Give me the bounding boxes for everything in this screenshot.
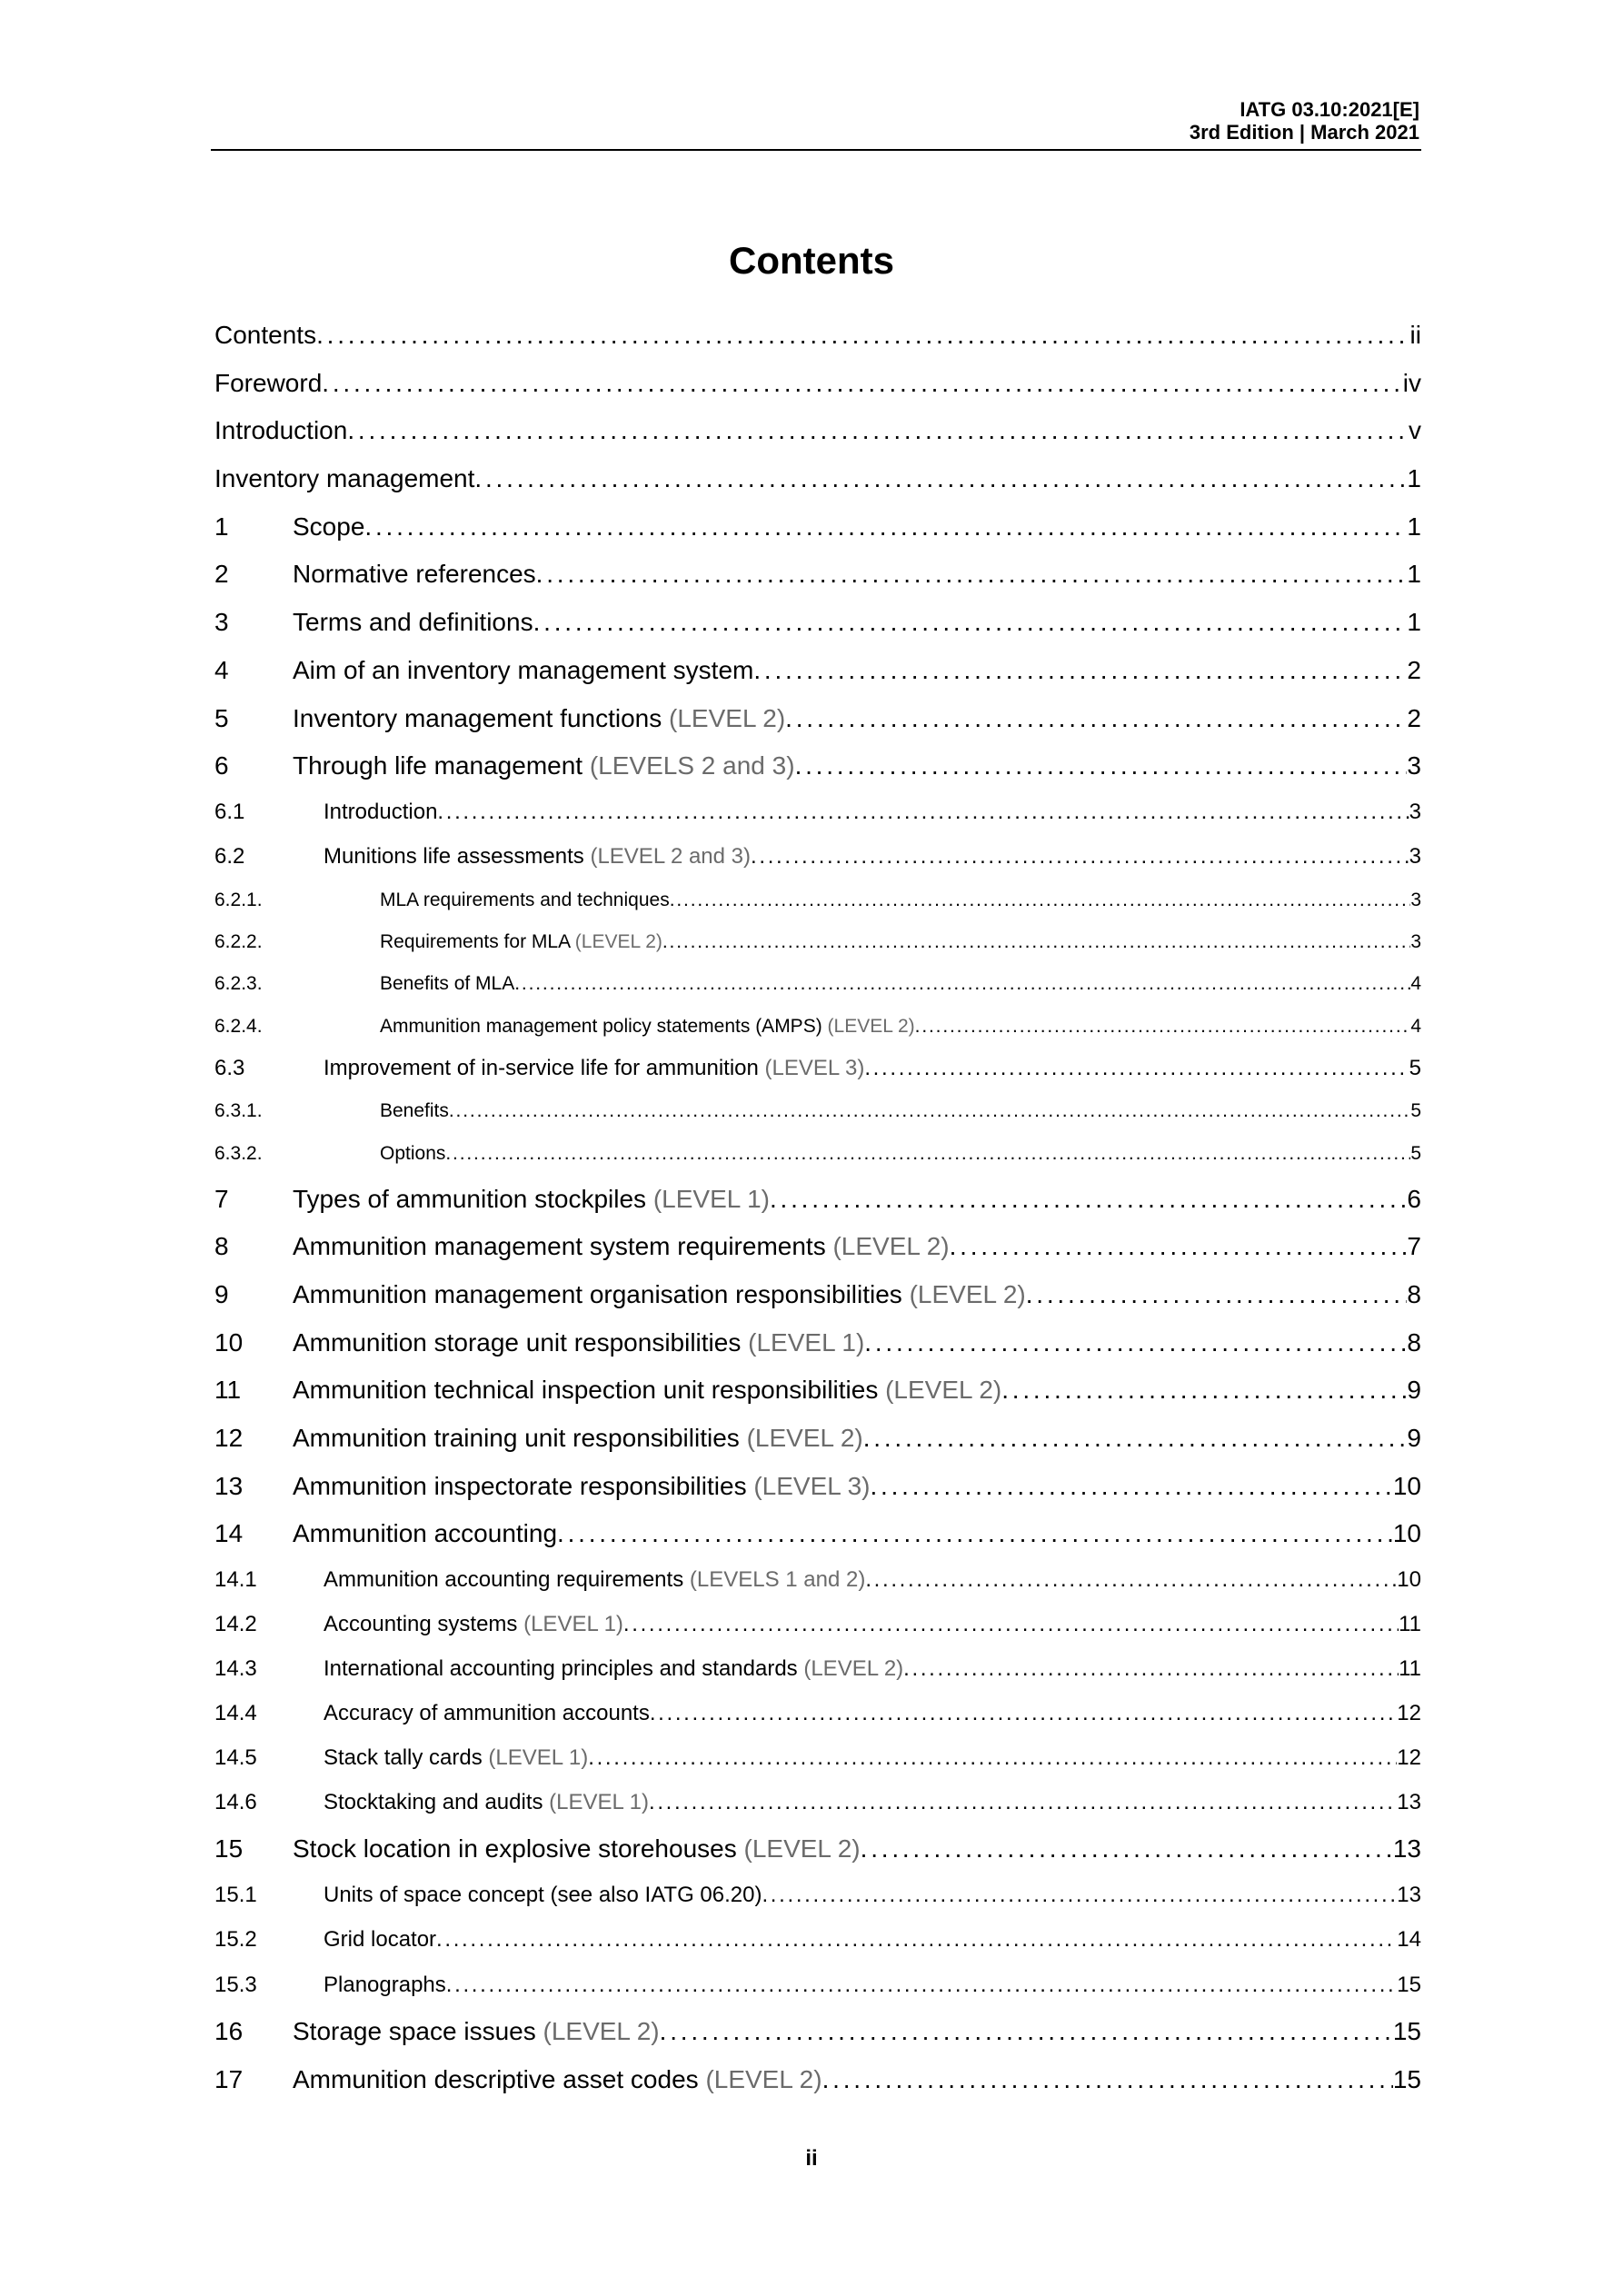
toc-entry-title-text: Ammunition training unit responsibilities [293, 1424, 740, 1452]
toc-entry-page: 5 [1409, 1056, 1421, 1080]
toc-entry-number: 9 [214, 1280, 229, 1308]
toc-entry[interactable] [214, 800, 1421, 825]
toc-dot-leader [436, 1927, 1397, 1953]
toc-entry-title-text: Ammunition accounting requirements [324, 1567, 684, 1592]
toc-dot-leader [588, 1745, 1397, 1771]
toc-entry[interactable] [214, 1834, 1421, 1864]
toc-entry-page: 8 [1407, 1280, 1421, 1308]
toc-entry-page: 13 [1397, 1883, 1421, 1907]
toc-entry-number: 16 [214, 2017, 244, 2045]
toc-entry-number: 6.3.1. [214, 1100, 263, 1121]
toc-entry-title-text: Benefits [380, 1100, 449, 1121]
toc-entry[interactable] [214, 2065, 1421, 2094]
toc-entry-number: 1 [214, 512, 229, 541]
toc-dot-leader [865, 1567, 1397, 1593]
toc-dot-leader [649, 1790, 1397, 1815]
toc-entry[interactable] [214, 369, 1421, 398]
toc-entry-title-text: Ammunition management policy statements (AMPS) [380, 1016, 822, 1037]
toc-entry-page: 3 [1410, 931, 1421, 952]
toc-dot-leader [822, 2065, 1393, 2094]
toc-dot-leader [863, 1424, 1408, 1453]
toc-entry-level: (LEVEL 2) [746, 1424, 863, 1452]
toc-entry-level: (LEVEL 2) [909, 1280, 1026, 1308]
toc-dot-leader [536, 560, 1408, 589]
toc-entry-title [293, 1519, 557, 1548]
toc-dot-leader [770, 1185, 1407, 1214]
toc-entry-title [293, 656, 753, 685]
toc-entry[interactable] [214, 890, 1421, 911]
toc-entry[interactable] [214, 1883, 1421, 1908]
page-title: Contents [729, 239, 894, 282]
toc-entry-page: 5 [1410, 1100, 1421, 1121]
toc-entry-title [324, 1745, 588, 1771]
toc-entry-level: (LEVEL 2) [832, 1232, 950, 1260]
toc-entry-title-text: Grid locator [324, 1927, 437, 1952]
toc-entry-title [293, 1834, 861, 1864]
toc-entry-level: (LEVEL 2) [743, 1834, 861, 1863]
toc-entry-page: 15 [1397, 1973, 1421, 1997]
toc-entry-title-text: Aim of an inventory management system [293, 656, 754, 684]
toc-entry-page: 3 [1409, 844, 1421, 869]
toc-dot-leader [950, 1232, 1408, 1261]
toc-entry-page: 13 [1392, 1834, 1421, 1863]
toc-dot-leader [753, 656, 1407, 685]
toc-entry-title [324, 1701, 650, 1726]
toc-entry-title [380, 890, 670, 911]
toc-dot-leader [1001, 1376, 1407, 1405]
toc-dot-leader [446, 1973, 1398, 1998]
toc-entry-level: (LEVEL 2) [885, 1376, 1002, 1404]
toc-dot-leader [662, 931, 1410, 953]
toc-entry-title [214, 369, 322, 398]
toc-entry-title-text: Storage space issues [293, 2017, 536, 2045]
toc-entry-page: 9 [1407, 1424, 1421, 1452]
toc-entry-page: 1 [1407, 512, 1421, 541]
toc-entry-title [293, 512, 364, 542]
toc-entry[interactable] [214, 1472, 1421, 1501]
toc-entry-page: 1 [1407, 560, 1421, 588]
toc-entry[interactable] [214, 1185, 1421, 1214]
toc-dot-leader [445, 1143, 1410, 1165]
toc-entry[interactable] [214, 1056, 1421, 1081]
toc-entry[interactable] [214, 1790, 1421, 1815]
toc-entry-level: (LEVEL 2) [574, 931, 662, 952]
page-number: ii [805, 2146, 818, 2171]
toc-entry-title [293, 1280, 1026, 1309]
toc-entry[interactable] [214, 656, 1421, 685]
toc-entry-page: 11 [1399, 1612, 1421, 1636]
toc-entry[interactable] [214, 1100, 1421, 1122]
toc-entry-page: 13 [1397, 1790, 1421, 1814]
toc-entry-title [293, 2017, 660, 2046]
toc-entry-number: 6.3 [214, 1056, 245, 1080]
toc-entry-title-text: Ammunition inspectorate responsibilities [293, 1472, 747, 1500]
toc-entry-number: 15.2 [214, 1927, 257, 1952]
toc-entry-page: 4 [1410, 973, 1421, 994]
toc-entry-page: 1 [1407, 608, 1421, 636]
toc-dot-leader [903, 1656, 1399, 1682]
toc-entry-title [214, 416, 347, 445]
toc-entry[interactable] [214, 1328, 1421, 1357]
toc-entry-title [324, 1656, 903, 1682]
toc-entry-number: 10 [214, 1328, 244, 1357]
toc-dot-leader [915, 1016, 1411, 1038]
toc-entry-page: 8 [1407, 1328, 1421, 1357]
toc-entry-level: (LEVEL 1) [748, 1328, 865, 1357]
toc-entry-page: 15 [1392, 2017, 1421, 2045]
toc-entry-number: 4 [214, 656, 229, 684]
toc-entry-title [324, 1973, 446, 1998]
toc-dot-leader [861, 1834, 1393, 1864]
toc-entry-page: 10 [1392, 1519, 1421, 1547]
toc-entry[interactable] [214, 1016, 1421, 1038]
toc-entry-number: 6.2.4. [214, 1016, 263, 1037]
toc-entry-title [324, 844, 751, 870]
toc-entry-title-text: Accounting systems [324, 1612, 518, 1636]
toc-entry-title [293, 560, 536, 589]
toc-dot-leader [474, 464, 1407, 493]
toc-entry-number: 14.2 [214, 1612, 257, 1636]
toc-entry-page: 15 [1392, 2065, 1421, 2093]
toc-entry[interactable] [214, 931, 1421, 953]
toc-entry[interactable] [214, 1567, 1421, 1593]
toc-entry-level: (LEVEL 3) [764, 1056, 865, 1080]
toc-entry-title-text: Introduction [324, 800, 438, 824]
toc-entry-title [324, 1883, 762, 1908]
toc-entry-page: 3 [1409, 800, 1421, 824]
toc-entry[interactable] [214, 560, 1421, 589]
toc-entry[interactable] [214, 844, 1421, 870]
toc-entry-page: 1 [1407, 464, 1421, 492]
toc-entry-page: 10 [1392, 1472, 1421, 1500]
toc-dot-leader [670, 890, 1411, 911]
toc-entry-title-text: Ammunition management organisation responsibilities [293, 1280, 902, 1308]
toc-entry-page: 12 [1397, 1745, 1421, 1770]
toc-entry-number: 6.3.2. [214, 1143, 263, 1164]
toc-entry-page: 5 [1410, 1143, 1421, 1164]
toc-entry-number: 14.4 [214, 1701, 257, 1725]
toc-entry-page: 11 [1399, 1656, 1421, 1681]
toc-entry[interactable] [214, 321, 1421, 350]
toc-entry-number: 17 [214, 2065, 244, 2093]
toc-entry[interactable] [214, 1143, 1421, 1165]
toc-entry-title [293, 608, 533, 637]
toc-entry-title-text: Stack tally cards [324, 1745, 483, 1770]
toc-entry-page: iv [1402, 369, 1421, 397]
toc-entry-title [324, 1612, 623, 1637]
toc-dot-leader [660, 2017, 1393, 2046]
toc-entry-level: (LEVEL 1) [523, 1612, 623, 1636]
toc-entry-title-text: Normative references [293, 560, 536, 588]
toc-entry[interactable] [214, 1927, 1421, 1953]
toc-entry-title [324, 1567, 865, 1593]
toc-entry-title [324, 1056, 864, 1081]
toc-entry[interactable] [214, 1376, 1421, 1405]
toc-entry[interactable] [214, 1519, 1421, 1548]
toc-entry-level: (LEVEL 1) [488, 1745, 589, 1770]
toc-entry-number: 14.5 [214, 1745, 257, 1770]
toc-entry-title-text: International accounting principles and standards [324, 1656, 798, 1681]
toc-entry-title [293, 1376, 1001, 1405]
toc-entry-title [214, 321, 316, 350]
toc-entry-number: 6.1 [214, 800, 245, 824]
toc-entry-number: 14 [214, 1519, 244, 1547]
toc-entry-number: 6.2.1. [214, 890, 263, 910]
toc-entry-number: 8 [214, 1232, 229, 1260]
toc-entry[interactable] [214, 1280, 1421, 1309]
toc-entry-page: 3 [1410, 890, 1421, 910]
toc-entry[interactable] [214, 1424, 1421, 1453]
toc-entry[interactable] [214, 608, 1421, 637]
toc-entry-title-text: Through life management [293, 751, 583, 780]
toc-dot-leader [557, 1519, 1393, 1548]
toc-dot-leader [347, 416, 1409, 445]
toc-entry[interactable] [214, 1973, 1421, 1998]
toc-dot-leader [864, 1056, 1409, 1081]
toc-entry-title-text: Planographs [324, 1973, 446, 1997]
toc-dot-leader [316, 321, 1409, 350]
toc-entry-number: 15.3 [214, 1973, 257, 1997]
toc-dot-leader [1026, 1280, 1408, 1309]
toc-entry-page: 9 [1407, 1376, 1421, 1404]
toc-entry-title [380, 1100, 449, 1122]
toc-entry-number: 5 [214, 704, 229, 732]
toc-entry-level: (LEVEL 2) [827, 1016, 915, 1037]
toc-entry-title [293, 751, 795, 780]
toc-entry-level: (LEVEL 2) [543, 2017, 660, 2045]
toc-entry-title-text: Requirements for MLA [380, 931, 570, 952]
toc-entry[interactable] [214, 973, 1421, 995]
toc-entry-title [293, 704, 785, 733]
toc-entry-title-text: Accuracy of ammunition accounts [324, 1701, 650, 1725]
toc-dot-leader [751, 844, 1409, 870]
toc-entry-title-text: Stocktaking and audits [324, 1790, 543, 1814]
toc-entry-page: 4 [1410, 1016, 1421, 1037]
toc-entry-title [380, 1143, 445, 1165]
toc-dot-leader [864, 1328, 1407, 1357]
toc-entry-title [293, 1232, 950, 1261]
toc-dot-leader [322, 369, 1403, 398]
toc-entry-title-text: Inventory management functions [293, 704, 662, 732]
toc-entry[interactable] [214, 751, 1421, 780]
toc-entry-page: 14 [1397, 1927, 1421, 1952]
toc-dot-leader [533, 608, 1408, 637]
toc-entry[interactable] [214, 464, 1421, 493]
toc-entry-title-text: Units of space concept (see also IATG 06.20) [324, 1883, 762, 1907]
toc-entry-title [324, 800, 437, 825]
document-id: IATG 03.10:2021[E] [1240, 98, 1419, 121]
toc-entry-title-text: Contents [214, 321, 317, 349]
toc-entry-page: ii [1409, 321, 1421, 349]
toc-entry-title-text: Ammunition storage unit responsibilities [293, 1328, 742, 1357]
toc-entry[interactable] [214, 512, 1421, 542]
toc-dot-leader [514, 973, 1410, 995]
toc-entry-title [324, 1927, 436, 1953]
toc-entry-number: 3 [214, 608, 229, 636]
toc-dot-leader [785, 704, 1407, 733]
toc-entry-number: 15 [214, 1834, 244, 1863]
toc-entry-number: 14.6 [214, 1790, 257, 1814]
toc-entry-title-text: Options [380, 1143, 446, 1164]
toc-entry-number: 13 [214, 1472, 244, 1500]
toc-entry[interactable] [214, 416, 1421, 445]
toc-entry-level: (LEVEL 1) [652, 1185, 770, 1213]
toc-entry-title [293, 1185, 770, 1214]
toc-dot-leader [871, 1472, 1393, 1501]
toc-entry-number: 14.1 [214, 1567, 257, 1592]
toc-entry-level: (LEVEL 2) [803, 1656, 904, 1681]
toc-entry-level: (LEVEL 2) [669, 704, 786, 732]
toc-dot-leader [364, 512, 1407, 542]
toc-entry-title [214, 464, 474, 493]
toc-entry[interactable] [214, 1701, 1421, 1726]
toc-dot-leader [449, 1100, 1410, 1122]
toc-entry-level: (LEVEL 1) [549, 1790, 649, 1814]
toc-entry-number: 7 [214, 1185, 229, 1213]
toc-entry-title-text: Foreword [214, 369, 323, 397]
toc-entry-title-text: Scope [293, 512, 365, 541]
toc-entry[interactable] [214, 704, 1421, 733]
toc-entry-title-text: Types of ammunition stockpiles [293, 1185, 647, 1213]
toc-entry-title [380, 931, 662, 953]
toc-entry[interactable] [214, 2017, 1421, 2046]
page-header [211, 98, 1421, 151]
toc-entry[interactable] [214, 1745, 1421, 1771]
toc-entry-level: (LEVEL 2 and 3) [590, 844, 752, 869]
toc-entry-number: 6.2 [214, 844, 245, 869]
toc-entry-title [293, 2065, 822, 2094]
toc-entry-title-text: Ammunition technical inspection unit responsibilities [293, 1376, 879, 1404]
toc-dot-leader [623, 1612, 1399, 1637]
toc-entry-page: v [1409, 416, 1421, 444]
toc-entry-number: 11 [214, 1376, 242, 1404]
toc-entry-number: 6.2.3. [214, 973, 263, 994]
toc-entry-title-text: Introduction [214, 416, 348, 444]
toc-entry-page: 7 [1407, 1232, 1421, 1260]
toc-entry[interactable] [214, 1232, 1421, 1261]
toc-entry-title-text: MLA requirements and techniques [380, 890, 670, 910]
toc-entry-number: 2 [214, 560, 229, 588]
toc-entry-page: 10 [1397, 1567, 1421, 1592]
toc-entry-number: 15.1 [214, 1883, 257, 1907]
toc-entry-level: (LEVEL 3) [753, 1472, 871, 1500]
toc-entry-number: 6.2.2. [214, 931, 263, 952]
toc-entry-title [293, 1472, 871, 1501]
toc-entry-number: 6 [214, 751, 229, 780]
toc-entry-title-text: Ammunition accounting [293, 1519, 558, 1547]
toc-entry-level: (LEVEL 2) [705, 2065, 822, 2093]
toc-entry-title-text: Improvement of in-service life for ammunition [324, 1056, 759, 1080]
toc-entry-page: 12 [1397, 1701, 1421, 1725]
toc-entry-title-text: Munitions life assessments [324, 844, 584, 869]
toc-entry-title-text: Terms and definitions [293, 608, 533, 636]
toc-entry-title-text: Ammunition descriptive asset codes [293, 2065, 699, 2093]
toc-entry-title-text: Stock location in explosive storehouses [293, 1834, 737, 1863]
toc-entry-page: 2 [1407, 704, 1421, 732]
toc-entry-title-text: Inventory management [214, 464, 475, 492]
toc-entry-title [324, 1790, 649, 1815]
toc-entry-page: 6 [1407, 1185, 1421, 1213]
toc-dot-leader [437, 800, 1409, 825]
toc-entry-page: 3 [1407, 751, 1421, 780]
toc-entry-page: 2 [1407, 656, 1421, 684]
toc-entry[interactable] [214, 1612, 1421, 1637]
toc-entry-title [380, 1016, 915, 1038]
toc-entry-title [380, 973, 514, 995]
toc-dot-leader [650, 1701, 1397, 1726]
toc-entry-title [293, 1424, 863, 1453]
toc-entry[interactable] [214, 1656, 1421, 1682]
toc-dot-leader [795, 751, 1408, 780]
toc-entry-title [293, 1328, 864, 1357]
toc-entry-title-text: Ammunition management system requirements [293, 1232, 826, 1260]
toc-entry-number: 14.3 [214, 1656, 257, 1681]
toc-dot-leader [762, 1883, 1397, 1908]
toc-entry-level: (LEVELS 1 and 2) [689, 1567, 866, 1592]
toc-entry-level: (LEVELS 2 and 3) [589, 751, 795, 780]
toc-entry-title-text: Benefits of MLA [380, 973, 515, 994]
edition-date: 3rd Edition | March 2021 [1189, 121, 1419, 144]
toc-entry-number: 12 [214, 1424, 244, 1452]
